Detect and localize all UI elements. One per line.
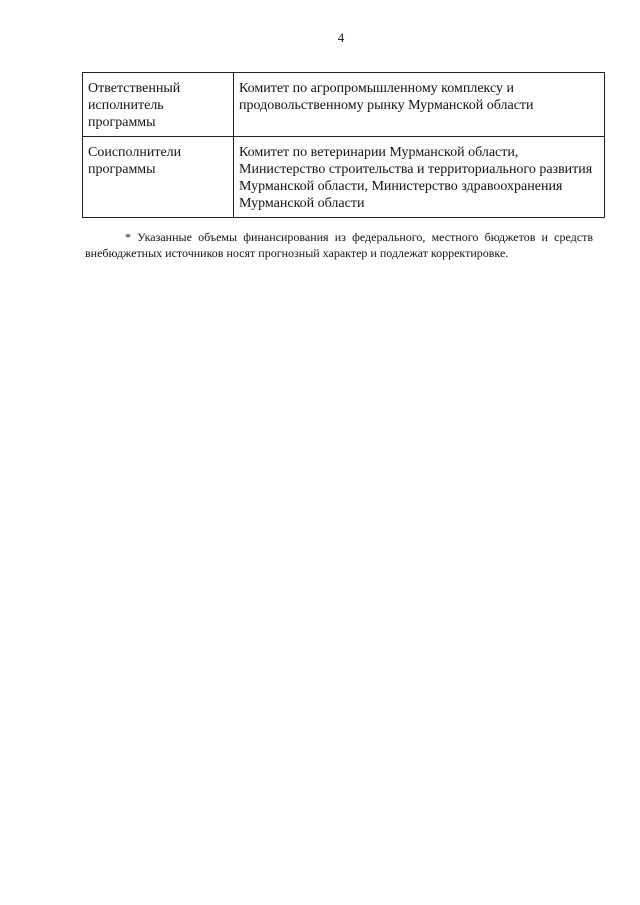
responsible-executor-label: Ответственный исполнитель программы — [83, 73, 234, 137]
table-row-co-executors — [83, 137, 605, 218]
co-executors-label: Соисполнители программы — [83, 137, 234, 218]
financing-footnote: * Указанные объемы финансирования из федерального, местного бюджетов и средств внебюджетных источников носят прогнозный характер и подлежат корректировке. — [85, 230, 593, 260]
responsible-executor-value: Комитет по агропромышленному комплексу и продовольственному рынку Мурманской области — [234, 73, 605, 137]
page-number: 4 — [337, 30, 345, 45]
co-executors-value: Комитет по ветеринарии Мурманской области, Министерство строительства и территориального развития Мурманской области, Министерство здравоохранения Мурманской области — [234, 137, 605, 218]
table-row-responsible-executor — [83, 73, 605, 137]
program-passport-table — [82, 72, 605, 218]
